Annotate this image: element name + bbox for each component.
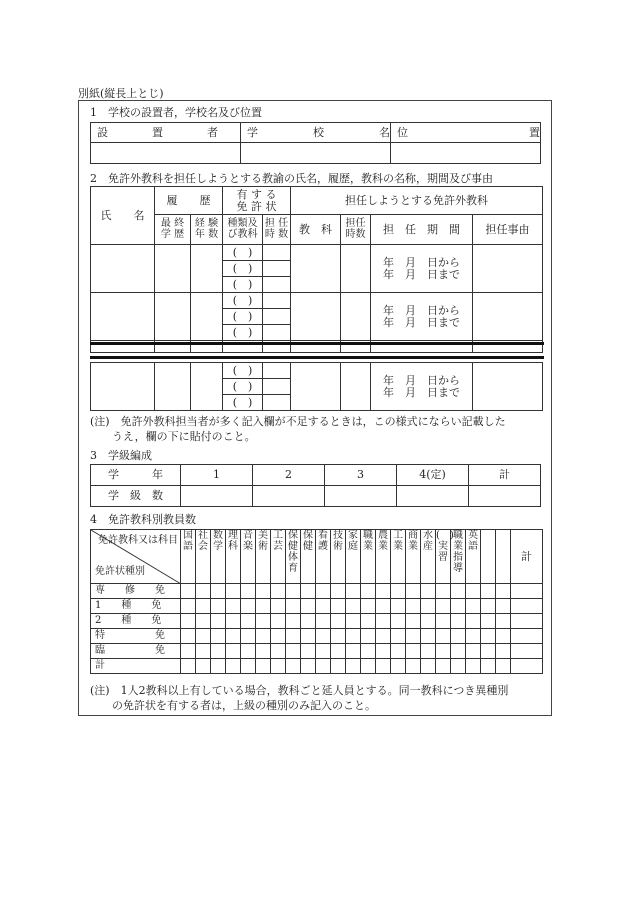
- count-cell[interactable]: [196, 659, 211, 674]
- count-cell[interactable]: [301, 659, 316, 674]
- name-cell[interactable]: [91, 293, 155, 341]
- license-hours-header: 担 任 時 数: [263, 215, 291, 245]
- count-cell[interactable]: [436, 584, 451, 599]
- count-cell[interactable]: [301, 584, 316, 599]
- license-hours-cell[interactable]: [263, 245, 291, 261]
- reason-cell[interactable]: [473, 245, 543, 293]
- license-hours-cell[interactable]: [263, 309, 291, 325]
- school-table: [90, 122, 541, 164]
- count-cell[interactable]: [196, 599, 211, 614]
- count-cell[interactable]: [436, 644, 451, 659]
- count-cell[interactable]: [271, 659, 286, 674]
- license-hours-cell[interactable]: [263, 261, 291, 277]
- license-hours-cell[interactable]: [263, 395, 291, 411]
- section2-title: 2 免許外教科を担任しようとする教諭の氏名，履歴，教科の名称，期間及び事由: [90, 172, 493, 185]
- count-cell[interactable]: [421, 614, 436, 629]
- count-cell[interactable]: [346, 659, 361, 674]
- count-cell[interactable]: [181, 644, 196, 659]
- name-header: 氏 名: [91, 187, 155, 245]
- count-cell[interactable]: [271, 629, 286, 644]
- hours-cell[interactable]: [341, 293, 371, 341]
- count-cell[interactable]: [316, 659, 331, 674]
- period-cell: [371, 293, 473, 341]
- count-cell[interactable]: [406, 629, 421, 644]
- subject-header-1: 社会: [196, 530, 211, 584]
- experience-cell[interactable]: [191, 245, 223, 293]
- count-cell[interactable]: [436, 599, 451, 614]
- subject-header-20: [481, 530, 496, 584]
- grade-4: 4(定): [397, 465, 469, 486]
- count-cell[interactable]: [511, 599, 543, 614]
- note-1: (注) 免許外教科担当者が多く記入欄が不足するときは，この様式にならい記載した うえ，欄の下に貼付のこと。: [90, 415, 506, 443]
- count-cell[interactable]: [226, 584, 241, 599]
- count-cell[interactable]: [496, 599, 511, 614]
- hours-cell[interactable]: [341, 245, 371, 293]
- count-cell[interactable]: [376, 644, 391, 659]
- count-cell[interactable]: [241, 614, 256, 629]
- count-cell[interactable]: [181, 629, 196, 644]
- count-cell[interactable]: [466, 644, 481, 659]
- count-cell[interactable]: [211, 584, 226, 599]
- count-cell[interactable]: [466, 584, 481, 599]
- school-name-cell[interactable]: [241, 143, 391, 164]
- count-cell[interactable]: [496, 584, 511, 599]
- count-cell[interactable]: [421, 599, 436, 614]
- grade-1: 1: [181, 465, 253, 486]
- count-cell[interactable]: [481, 659, 496, 674]
- count-cell[interactable]: [196, 614, 211, 629]
- experience-cell[interactable]: [191, 293, 223, 341]
- count-cell[interactable]: [511, 584, 543, 599]
- subject-header-7: 保健体育: [286, 530, 301, 584]
- col-school-name: 学 校 名: [241, 123, 391, 143]
- history-header: 履 歴: [155, 187, 223, 215]
- subject-header-13: 農業: [376, 530, 391, 584]
- count-cell[interactable]: [511, 629, 543, 644]
- count-cell[interactable]: [361, 629, 376, 644]
- count-cell[interactable]: [316, 599, 331, 614]
- license-paren: ( ): [223, 245, 263, 261]
- period-from: 年 月 日から: [383, 303, 460, 317]
- count-cell[interactable]: [406, 599, 421, 614]
- license-paren: ( ): [223, 277, 263, 293]
- count-cell[interactable]: [481, 644, 496, 659]
- count-cell[interactable]: [316, 644, 331, 659]
- subject-col-header: 教 科: [291, 215, 341, 245]
- count-cell[interactable]: [391, 584, 406, 599]
- period-to: 年 月 日まで: [383, 267, 460, 281]
- founder-cell[interactable]: [91, 143, 241, 164]
- corner-top-label: 免許教科又は科目: [98, 535, 178, 546]
- count-cell[interactable]: [211, 644, 226, 659]
- count-cell[interactable]: [226, 629, 241, 644]
- subject-header-3: 理科: [226, 530, 241, 584]
- license-hours-cell[interactable]: [263, 379, 291, 395]
- count-cell[interactable]: [451, 659, 466, 674]
- col-location: 位 置: [391, 123, 541, 143]
- count-cell[interactable]: [421, 584, 436, 599]
- count-cell[interactable]: [391, 614, 406, 629]
- count-cell[interactable]: [361, 614, 376, 629]
- count-cell[interactable]: [496, 614, 511, 629]
- count-cell[interactable]: [286, 614, 301, 629]
- subject-header: 担任しようとする免許外教科: [291, 187, 543, 215]
- subject-header-18: 職業指導: [451, 530, 466, 584]
- license-hours-cell[interactable]: [263, 277, 291, 293]
- count-cell[interactable]: [256, 614, 271, 629]
- count-cell[interactable]: [211, 629, 226, 644]
- count-cell[interactable]: [226, 644, 241, 659]
- count-cell[interactable]: [241, 629, 256, 644]
- license-paren: ( ): [223, 395, 263, 411]
- class-count-label: 学 級 数: [91, 486, 181, 507]
- count-cell[interactable]: [346, 584, 361, 599]
- license-type-header: 種類及 び教科: [223, 215, 263, 245]
- period-from: 年 月 日から: [383, 255, 460, 269]
- count-cell[interactable]: [271, 599, 286, 614]
- note-2: (注) 1人2教科以上有している場合，教科ごと延人員とする。同一教科につき異種別 の免許状を有する者は，上級の種別のみ記入のこと。: [90, 684, 509, 712]
- subject-cell[interactable]: [291, 363, 341, 411]
- count-cell[interactable]: [256, 629, 271, 644]
- count-cell[interactable]: [331, 629, 346, 644]
- location-cell[interactable]: [391, 143, 541, 164]
- count-cell[interactable]: [286, 584, 301, 599]
- count-cell[interactable]: [406, 659, 421, 674]
- license-row-label: 1 種 免: [91, 599, 181, 614]
- count-cell[interactable]: [331, 614, 346, 629]
- count-cell[interactable]: [196, 644, 211, 659]
- license-hours-cell[interactable]: [263, 325, 291, 341]
- count-cell[interactable]: [451, 599, 466, 614]
- count-cell[interactable]: [436, 659, 451, 674]
- license-row-label: 2 種 免: [91, 614, 181, 629]
- count-cell[interactable]: [406, 584, 421, 599]
- period-cell: [371, 363, 473, 411]
- period-to: 年 月 日まで: [383, 315, 460, 329]
- count-cell[interactable]: [451, 644, 466, 659]
- count-cell[interactable]: [211, 614, 226, 629]
- license-row-label: 臨 免: [91, 644, 181, 659]
- license-hours-cell[interactable]: [263, 293, 291, 309]
- count-cell[interactable]: [346, 644, 361, 659]
- count-cell[interactable]: [406, 614, 421, 629]
- count-cell[interactable]: [421, 629, 436, 644]
- count-cell[interactable]: [211, 659, 226, 674]
- count-cell[interactable]: [511, 644, 543, 659]
- count-cell[interactable]: [271, 614, 286, 629]
- count-cell[interactable]: [496, 644, 511, 659]
- license-row-label: 計: [91, 659, 181, 674]
- count-cell[interactable]: [181, 584, 196, 599]
- count-cell[interactable]: [256, 659, 271, 674]
- count-cell[interactable]: [481, 599, 496, 614]
- education-cell[interactable]: [155, 363, 191, 411]
- education-header: 最 終 学 歴: [155, 215, 191, 245]
- reason-cell[interactable]: [473, 293, 543, 341]
- count-cell[interactable]: [241, 584, 256, 599]
- count-cell[interactable]: [466, 599, 481, 614]
- count-cell[interactable]: [181, 614, 196, 629]
- license-count-table: [90, 529, 543, 674]
- count-cell[interactable]: [481, 584, 496, 599]
- total-header: 計: [511, 530, 543, 584]
- subject-header-2: 数学: [211, 530, 226, 584]
- corner-bottom-label: 免許状種別: [95, 565, 145, 577]
- teacher-table-continued: [90, 362, 543, 411]
- count-cell[interactable]: [316, 614, 331, 629]
- subject-cell[interactable]: [291, 293, 341, 341]
- license-paren: ( ): [223, 379, 263, 395]
- subject-header-21: [496, 530, 511, 584]
- count-cell[interactable]: [301, 629, 316, 644]
- grade-3: 3: [325, 465, 397, 486]
- count-cell[interactable]: [241, 644, 256, 659]
- class-count-cell[interactable]: [325, 486, 397, 507]
- count-cell[interactable]: [391, 659, 406, 674]
- count-cell[interactable]: [196, 584, 211, 599]
- subject-header-15: 商業: [406, 530, 421, 584]
- subject-header-14: 工業: [391, 530, 406, 584]
- count-cell[interactable]: [361, 584, 376, 599]
- count-cell[interactable]: [271, 584, 286, 599]
- count-cell[interactable]: [511, 659, 543, 674]
- col-founder: 設 置 者: [91, 123, 241, 143]
- experience-header: 経 験 年 数: [191, 215, 223, 245]
- count-cell[interactable]: [331, 659, 346, 674]
- count-cell[interactable]: [196, 629, 211, 644]
- count-cell[interactable]: [436, 614, 451, 629]
- count-cell[interactable]: [391, 629, 406, 644]
- count-cell[interactable]: [451, 629, 466, 644]
- name-cell[interactable]: [91, 363, 155, 411]
- break-line-top: [90, 342, 544, 345]
- count-cell[interactable]: [346, 614, 361, 629]
- count-cell[interactable]: [316, 629, 331, 644]
- subject-header-0: 国語: [181, 530, 196, 584]
- count-cell[interactable]: [331, 584, 346, 599]
- count-cell[interactable]: [211, 599, 226, 614]
- count-cell[interactable]: [451, 584, 466, 599]
- experience-cell[interactable]: [191, 363, 223, 411]
- count-cell[interactable]: [256, 599, 271, 614]
- count-cell[interactable]: [361, 599, 376, 614]
- subject-header-5: 美術: [256, 530, 271, 584]
- count-cell[interactable]: [481, 629, 496, 644]
- name-cell[interactable]: [91, 245, 155, 293]
- attachment-header: 別紙(縦長上とじ): [78, 87, 164, 100]
- count-cell[interactable]: [376, 599, 391, 614]
- period-header: 担 任 期 間: [371, 215, 473, 245]
- count-cell[interactable]: [361, 659, 376, 674]
- class-count-cell[interactable]: [253, 486, 325, 507]
- count-cell[interactable]: [466, 659, 481, 674]
- license-row-label: 特 免: [91, 629, 181, 644]
- license-hours-cell[interactable]: [263, 363, 291, 379]
- count-cell[interactable]: [436, 629, 451, 644]
- subject-header-9: 看護: [316, 530, 331, 584]
- reason-cell[interactable]: [473, 363, 543, 411]
- grade-label: 学 年: [91, 465, 181, 486]
- class-table: [90, 464, 541, 507]
- hours-col-header: 担任 時数: [341, 215, 371, 245]
- subject-cell[interactable]: [291, 245, 341, 293]
- count-cell[interactable]: [466, 614, 481, 629]
- count-cell[interactable]: [301, 644, 316, 659]
- count-cell[interactable]: [346, 629, 361, 644]
- count-cell[interactable]: [226, 614, 241, 629]
- education-cell[interactable]: [155, 293, 191, 341]
- count-cell[interactable]: [376, 584, 391, 599]
- count-cell[interactable]: [241, 599, 256, 614]
- count-cell[interactable]: [331, 644, 346, 659]
- count-cell[interactable]: [391, 644, 406, 659]
- count-cell[interactable]: [286, 599, 301, 614]
- subject-header-17: ( )実習: [436, 530, 451, 584]
- count-cell[interactable]: [181, 659, 196, 674]
- section1-title: 1 学校の設置者，学校名及び位置: [90, 106, 262, 119]
- count-cell[interactable]: [451, 614, 466, 629]
- teacher-table: [90, 186, 543, 353]
- count-cell[interactable]: [241, 659, 256, 674]
- class-count-cell[interactable]: [397, 486, 469, 507]
- count-cell[interactable]: [376, 614, 391, 629]
- count-cell[interactable]: [376, 629, 391, 644]
- section4-title: 4 免許教科別教員数: [90, 513, 196, 526]
- count-cell[interactable]: [496, 629, 511, 644]
- license-paren: ( ): [223, 363, 263, 379]
- education-cell[interactable]: [155, 245, 191, 293]
- subject-header-8: 保健: [301, 530, 316, 584]
- reason-header: 担任事由: [473, 215, 543, 245]
- count-cell[interactable]: [361, 644, 376, 659]
- license-paren: ( ): [223, 261, 263, 277]
- count-cell[interactable]: [301, 614, 316, 629]
- license-row-label: 専 修 免: [91, 584, 181, 599]
- count-cell[interactable]: [391, 599, 406, 614]
- period-to: 年 月 日まで: [383, 385, 460, 399]
- subject-header-10: 技術: [331, 530, 346, 584]
- count-cell[interactable]: [481, 614, 496, 629]
- corner-cell: [91, 530, 181, 584]
- license-paren: ( ): [223, 293, 263, 309]
- count-cell[interactable]: [256, 644, 271, 659]
- subject-header-12: 職業: [361, 530, 376, 584]
- grade-total: 計: [469, 465, 541, 486]
- section3-title: 3 学級編成: [90, 449, 152, 462]
- count-cell[interactable]: [421, 659, 436, 674]
- count-cell[interactable]: [421, 644, 436, 659]
- subject-header-4: 音楽: [241, 530, 256, 584]
- subject-header-19: 英語: [466, 530, 481, 584]
- license-paren: ( ): [223, 325, 263, 341]
- license-header: 有 す る 免 許 状: [223, 187, 291, 215]
- count-cell[interactable]: [286, 629, 301, 644]
- hours-cell[interactable]: [341, 363, 371, 411]
- count-cell[interactable]: [256, 584, 271, 599]
- count-cell[interactable]: [286, 644, 301, 659]
- count-cell[interactable]: [331, 599, 346, 614]
- period-from: 年 月 日から: [383, 373, 460, 387]
- count-cell[interactable]: [376, 659, 391, 674]
- count-cell[interactable]: [226, 659, 241, 674]
- count-cell[interactable]: [466, 629, 481, 644]
- count-cell[interactable]: [346, 599, 361, 614]
- class-count-cell[interactable]: [469, 486, 541, 507]
- grade-2: 2: [253, 465, 325, 486]
- count-cell[interactable]: [301, 599, 316, 614]
- count-cell[interactable]: [226, 599, 241, 614]
- count-cell[interactable]: [271, 644, 286, 659]
- period-cell: [371, 245, 473, 293]
- subject-header-16: 水産: [421, 530, 436, 584]
- break-line-bottom: [90, 356, 544, 359]
- subject-header-11: 家庭: [346, 530, 361, 584]
- subject-header-6: 工芸: [271, 530, 286, 584]
- count-cell[interactable]: [316, 584, 331, 599]
- count-cell[interactable]: [181, 599, 196, 614]
- count-cell[interactable]: [496, 659, 511, 674]
- count-cell[interactable]: [511, 614, 543, 629]
- count-cell[interactable]: [286, 659, 301, 674]
- count-cell[interactable]: [406, 644, 421, 659]
- license-paren: ( ): [223, 309, 263, 325]
- class-count-cell[interactable]: [181, 486, 253, 507]
